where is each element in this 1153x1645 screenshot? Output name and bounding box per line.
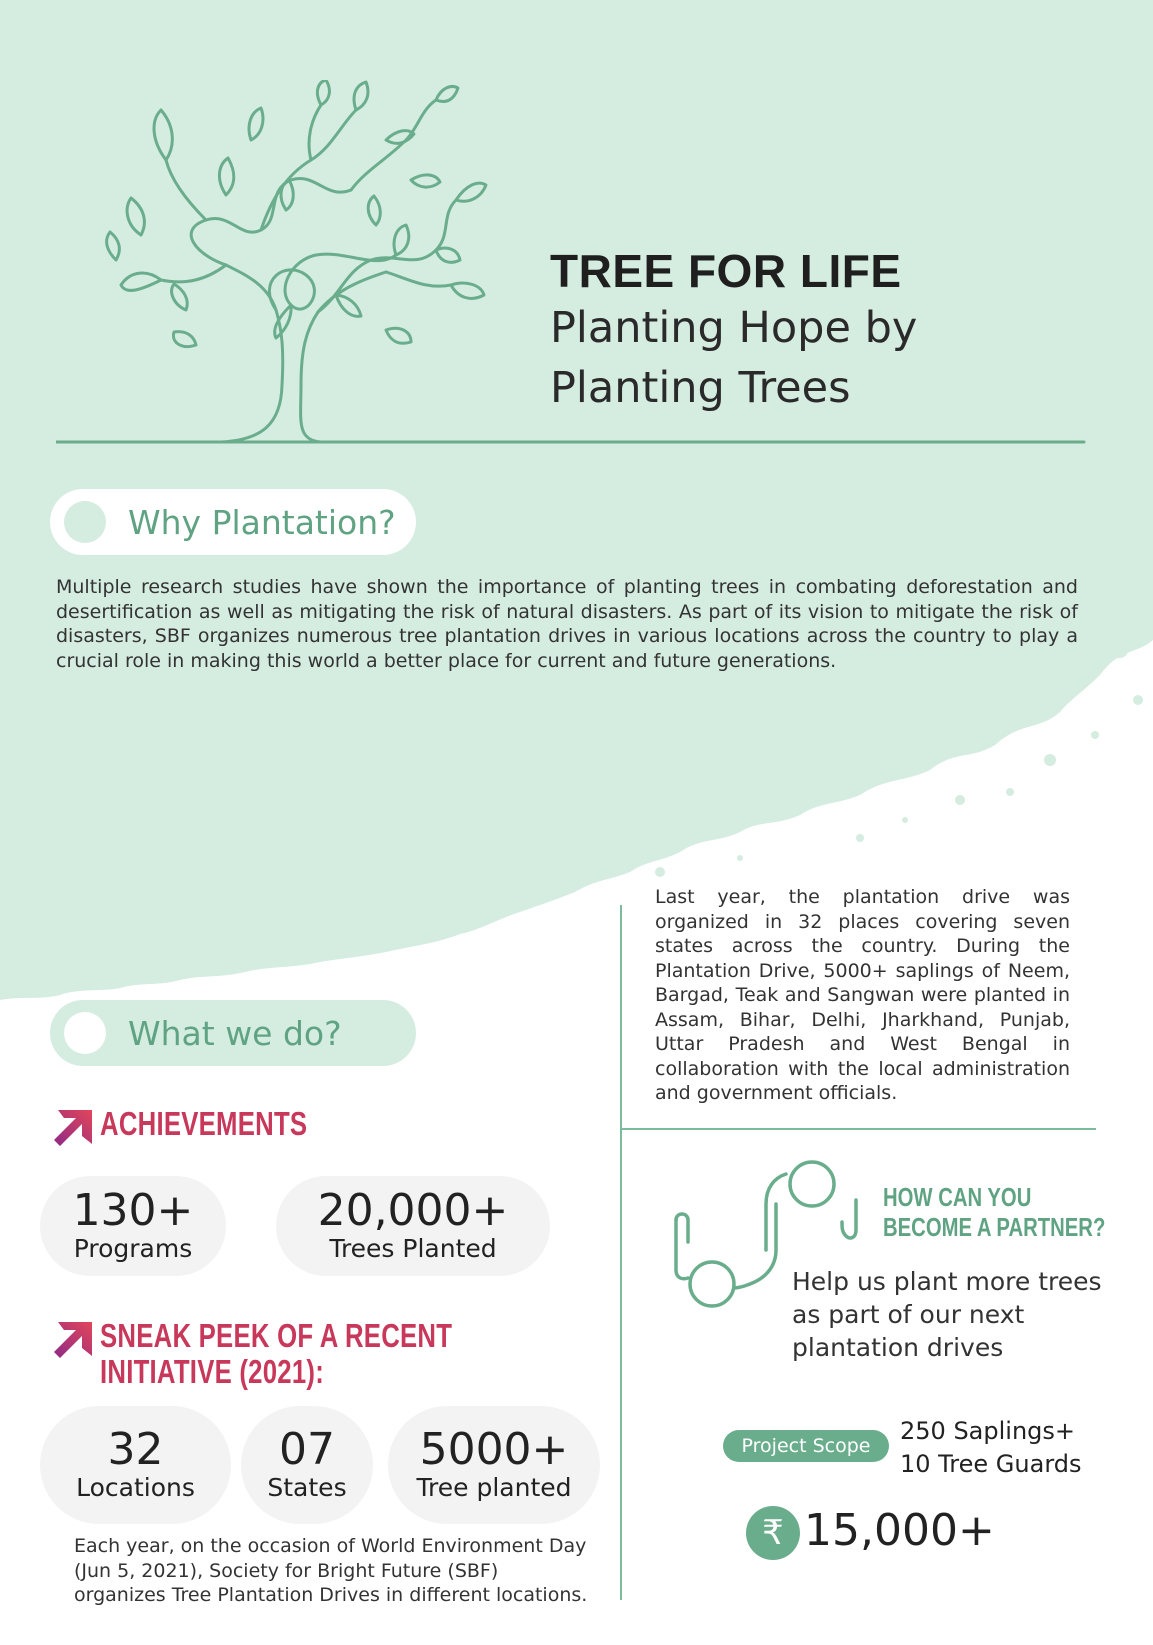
stat-value: 32 bbox=[107, 1424, 164, 1475]
why-plantation-heading bbox=[50, 489, 416, 555]
sneak-peek-title-line-1: SNEAK PEEK OF A RECENT bbox=[100, 1317, 453, 1354]
project-scope-details bbox=[900, 1415, 1082, 1481]
title-block bbox=[550, 244, 917, 418]
page-subtitle-line-2: Planting Trees bbox=[550, 363, 851, 413]
rupee-icon: ₹ bbox=[746, 1506, 800, 1560]
stat-value: 07 bbox=[279, 1424, 335, 1475]
partner-title-line-2: BECOME A PARTNER? bbox=[883, 1212, 1106, 1242]
last-year-text: Last year, the plantation drive was organized in 32 places covering seven states across the country. During the Plantation Drive, 5000+ saplings of Neem, Bargad, Teak and Sangwan were planted in Assam, Bihar, Delhi, Jharkhand, Punjab, Uttar Pradesh and West Bengal in collaboration with the local administration and government officials. bbox=[655, 886, 1070, 1104]
what-we-do-heading bbox=[50, 1000, 416, 1066]
arrow-up-right-icon bbox=[50, 1106, 96, 1152]
bullet-dot-icon bbox=[64, 501, 106, 543]
stat-states bbox=[241, 1406, 373, 1524]
vertical-divider bbox=[620, 905, 622, 1600]
stat-value: 130+ bbox=[72, 1185, 194, 1236]
scope-tree-guards: 10 Tree Guards bbox=[900, 1450, 1082, 1478]
bullet-dot-icon bbox=[64, 1012, 106, 1054]
sneak-peek-heading bbox=[50, 1318, 552, 1390]
sneak-peek-title-line-2: INITIATIVE (2021): bbox=[100, 1353, 325, 1390]
stat-trees-planted bbox=[276, 1176, 550, 1276]
achievements-title: ACHIEVEMENTS bbox=[100, 1105, 308, 1142]
why-plantation-text: Multiple research studies have shown the importance of planting trees in combating deforestation and desertification as well as mitigating the risk of natural disasters. As part of its vision to mitigate the risk of disasters, SBF organizes numerous tree plantation drives in various locations across the country to play a crucial role in making this world a better place for current and future generations. bbox=[56, 576, 1078, 672]
project-scope-badge: Project Scope bbox=[723, 1430, 889, 1462]
scope-saplings: 250 Saplings+ bbox=[900, 1417, 1076, 1445]
environment-day-text: Each year, on the occasion of World Environment Day (Jun 5, 2021), Society for Bright Future (SBF) organizes Tree Plantation Drives in different locations. bbox=[74, 1535, 588, 1606]
achievements-heading bbox=[50, 1106, 366, 1152]
what-we-do-label: What we do? bbox=[128, 1013, 342, 1053]
partner-title-line-1: HOW CAN YOU bbox=[883, 1182, 1032, 1212]
partner-text: Help us plant more trees as part of our next plantation drives bbox=[792, 1267, 1102, 1362]
arrow-up-right-icon bbox=[50, 1318, 96, 1364]
stat-label: Locations bbox=[76, 1473, 195, 1502]
stat-tree-planted bbox=[388, 1406, 600, 1524]
page-title: TREE FOR LIFE bbox=[550, 245, 902, 297]
stat-locations bbox=[40, 1406, 231, 1524]
stat-programs bbox=[40, 1176, 226, 1276]
stat-value: 5000+ bbox=[419, 1424, 569, 1475]
page-subtitle-line-1: Planting Hope by bbox=[550, 303, 918, 353]
sneak-peek-title bbox=[96, 1318, 552, 1390]
stat-label: States bbox=[267, 1473, 347, 1502]
stat-value: 20,000+ bbox=[317, 1185, 509, 1236]
horizontal-divider bbox=[620, 1128, 1096, 1130]
why-plantation-label: Why Plantation? bbox=[128, 502, 396, 542]
stat-label: Trees Planted bbox=[329, 1234, 497, 1263]
stat-label: Programs bbox=[73, 1234, 193, 1263]
project-cost: 15,000+ bbox=[804, 1505, 995, 1556]
partner-title bbox=[883, 1182, 1105, 1242]
stat-label: Tree planted bbox=[416, 1473, 572, 1502]
